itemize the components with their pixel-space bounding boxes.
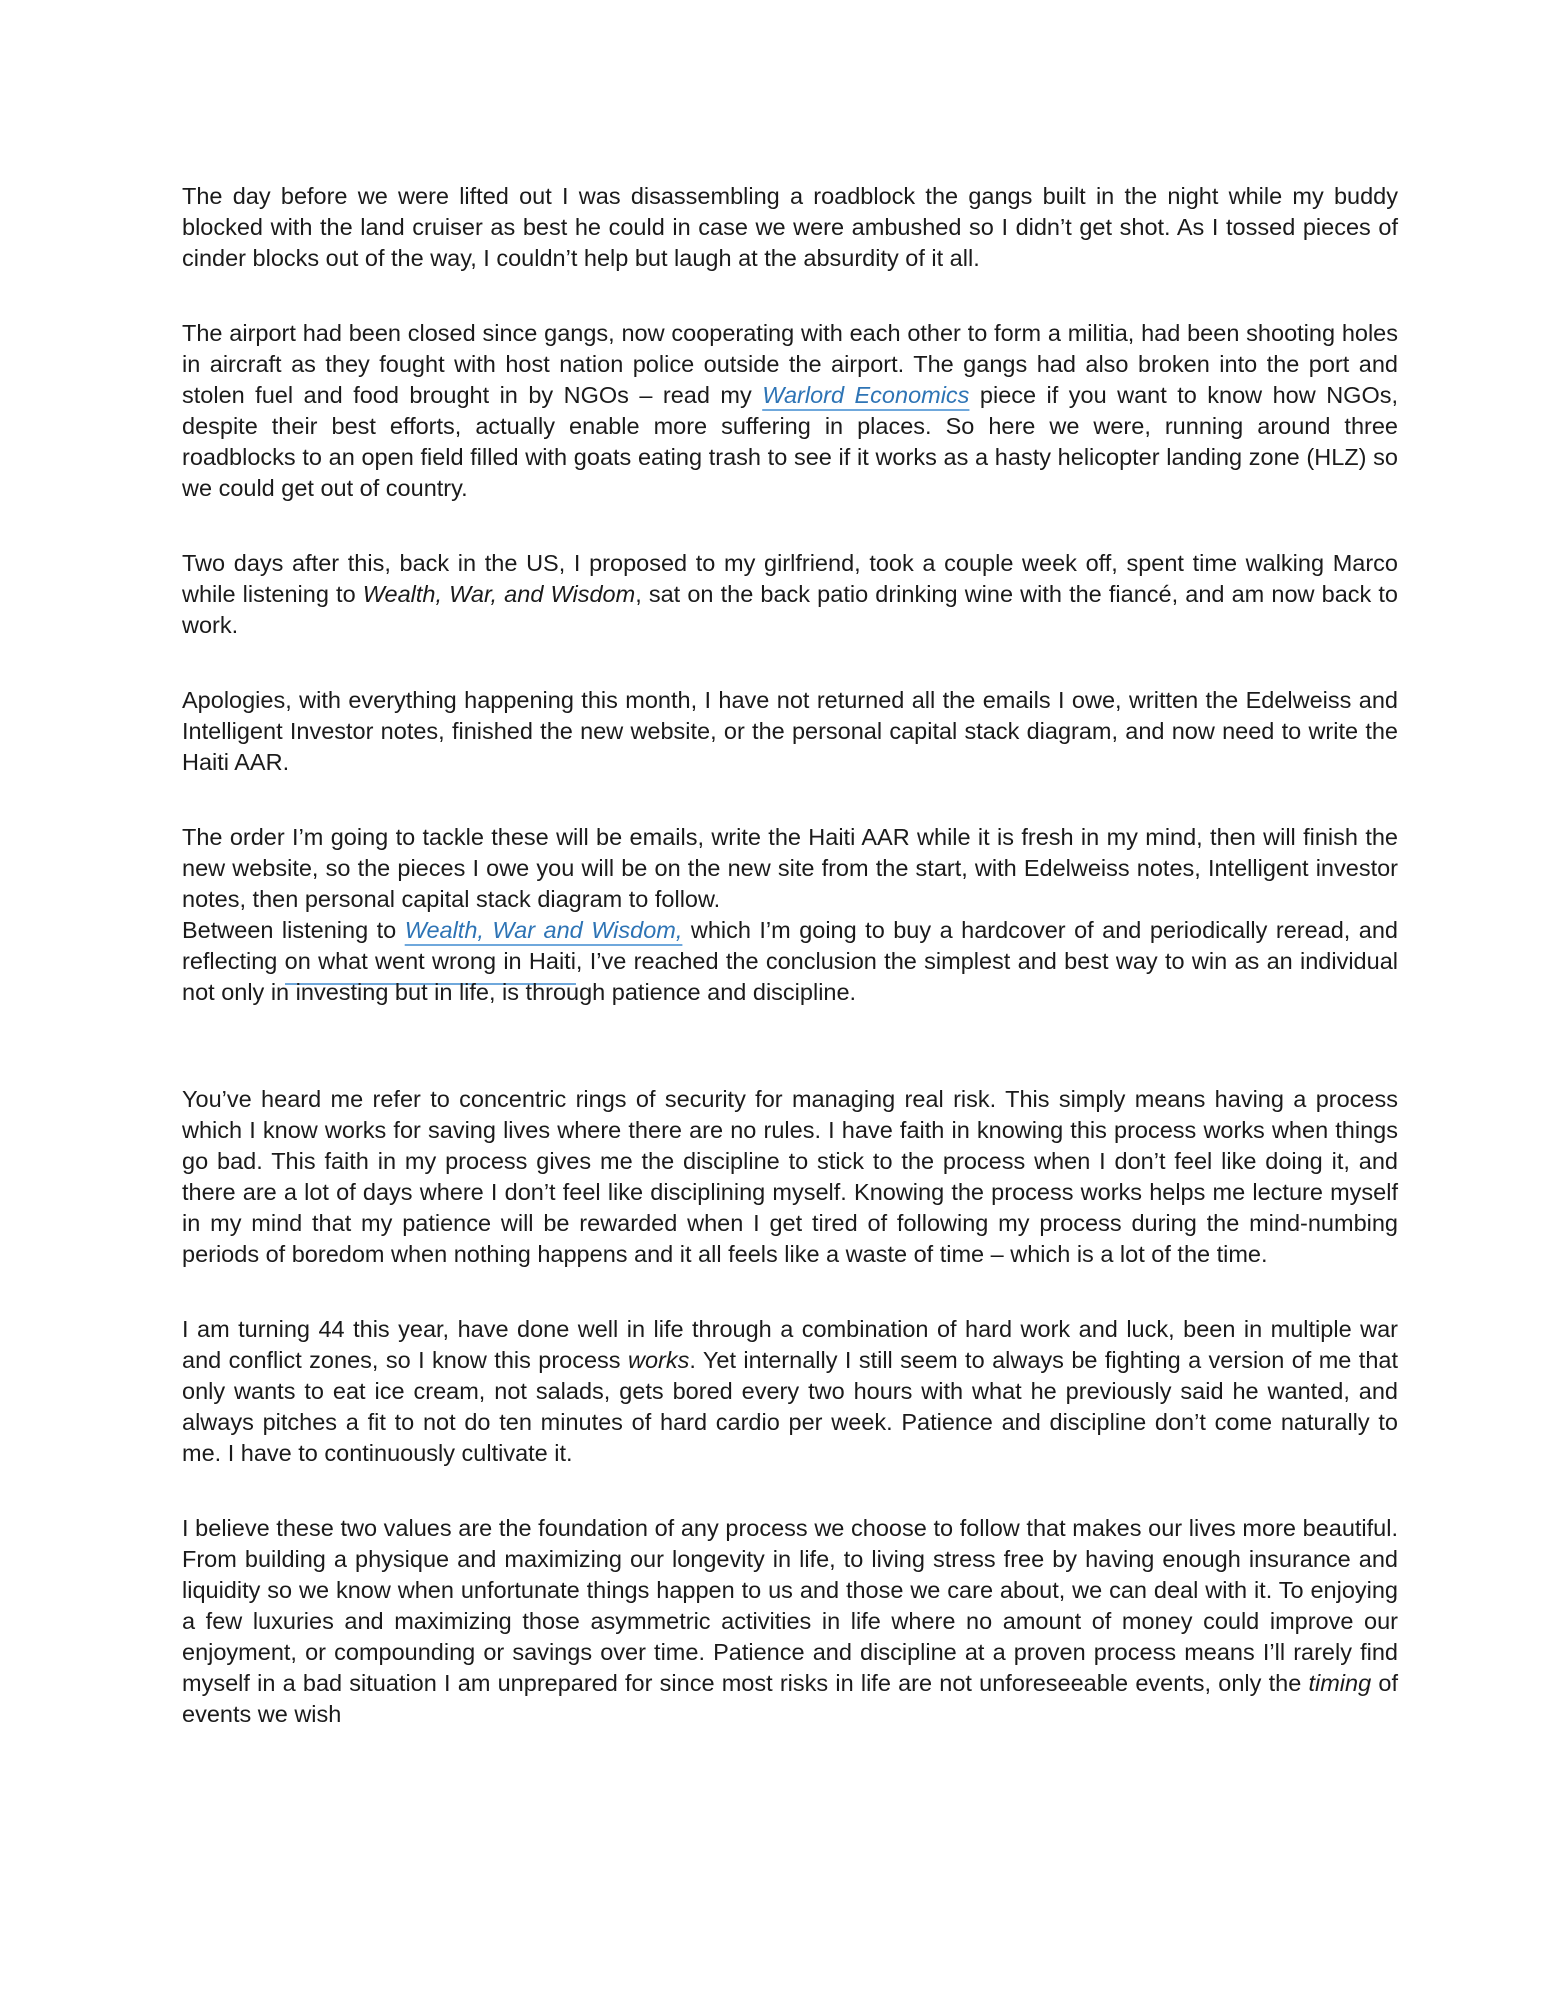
paragraph-order-of-work <box>182 822 1398 1008</box>
paragraph-apologies <box>182 685 1398 778</box>
works-italic: works <box>627 1347 690 1373</box>
book-title-italic: Wealth, War, and Wisdom <box>362 581 636 607</box>
text-run: Apologies, with everything happening this month, I have not returned all the emails I owe, written the Edelweiss and Intelligent Investor notes, finished the new website, or the personal capital stack diagram, and now need to write the Haiti AAR. <box>182 687 1398 775</box>
text-run: Between listening to <box>182 917 405 943</box>
text-run: . Yet internally I still seem to always be fighting a version of me that only wants to eat ice cream, not salads, gets bored every two hours with what he previously said he wanted, and always pitches a fit to not do ten minutes of hard cardio per week. Patience and discipline don’t come naturally to me. I have to continuously cultivate it. <box>182 1347 1398 1466</box>
text-run: piece if you want to know how NGOs, despite their best efforts, actually enable more suffering in places. So here we were, running around three roadblocks to an open field filled with goats eating trash to see if it works as a hasty helicopter landing zone (HLZ) so we could get out of country. <box>182 382 1398 501</box>
text-run: You’ve heard me refer to concentric rings of security for managing real risk. This simply means having a process which I know works for saving lives where there are no rules. I have faith in knowing this process works when things go bad. This faith in my process gives me the discipline to stick to the process when I don’t feel like doing it, and there are a lot of days where I don’t feel like disciplining myself. Knowing the process works helps me lecture myself in my mind that my patience will be rewarded when I get tired of following my process during the mind-numbing periods of boredom when nothing happens and it all feels like a waste of time – which is a lot of the time. <box>182 1086 1398 1267</box>
text-run: The day before we were lifted out I was disassembling a roadblock the gangs built in the night while my buddy blocked with the land cruiser as best he could in case we were ambushed so I didn’t get shot. As I tossed pieces of cinder blocks out of the way, I couldn’t help but laugh at the absurdity of it all. <box>182 183 1398 271</box>
paragraph-concentric-rings <box>182 1052 1398 1270</box>
paragraph-two-values <box>182 1513 1398 1730</box>
text-run: , I’ve reached the conclusion the simplest and best way to win as an individual not only in investing but in life, is through patience and discipline. <box>182 948 1398 1005</box>
text-run: which I’m going to buy a hardcover of and periodically reread, and reflecting <box>182 917 1399 974</box>
paragraph-airport <box>182 318 1398 504</box>
document-body <box>182 181 1398 1730</box>
text-run: Two days after this, back in the US, I proposed to my girlfriend, took a couple week off, spent time walking Marco while listening to <box>182 550 1398 607</box>
what-went-wrong-underlined: on what went wrong in Haiti <box>285 948 576 985</box>
text-run: I believe these two values are the foundation of any process we choose to follow that makes our lives more beautiful. From building a physique and maximizing our longevity in life, to living stress free by having enough insurance and liquidity so we know when unfortunate things happen to us and those we care about, we can deal with it. To enjoying a few luxuries and maximizing those asymmetric activities in life where no amount of money could improve our enjoyment, or compounding or savings over time. Patience and discipline at a proven process means I’ll rarely find myself in a bad situation I am unprepared for since most risks in life are not unforeseeable events, only the <box>182 1515 1398 1696</box>
warlord-economics-link[interactable]: Warlord Economics <box>762 382 970 408</box>
wealth-war-wisdom-link[interactable]: Wealth, War and Wisdom, <box>404 917 683 943</box>
text-run: , sat on the back patio drinking wine with the fiancé, and am now back to work. <box>182 581 1398 638</box>
timing-italic: timing <box>1308 1670 1372 1696</box>
paragraph-back-in-us <box>182 548 1398 641</box>
text-run: I am turning 44 this year, have done well in life through a combination of hard work and luck, been in multiple war and conflict zones, so I know this process <box>182 1316 1398 1373</box>
paragraph-roadblock <box>182 181 1398 274</box>
paragraph-turning-44 <box>182 1314 1398 1469</box>
text-run: of events we wish <box>182 1670 1398 1727</box>
text-run: The airport had been closed since gangs, now cooperating with each other to form a militia, had been shooting holes in aircraft as they fought with host nation police outside the airport. The gangs had also broken into the port and stolen fuel and food brought in by NGOs – read my <box>182 320 1398 408</box>
text-run: The order I’m going to tackle these will be emails, write the Haiti AAR while it is fresh in my mind, then will finish the new website, so the pieces I owe you will be on the new site from the start, with Edelweiss notes, Intelligent investor notes, then personal capital stack diagram to follow. <box>182 824 1398 912</box>
